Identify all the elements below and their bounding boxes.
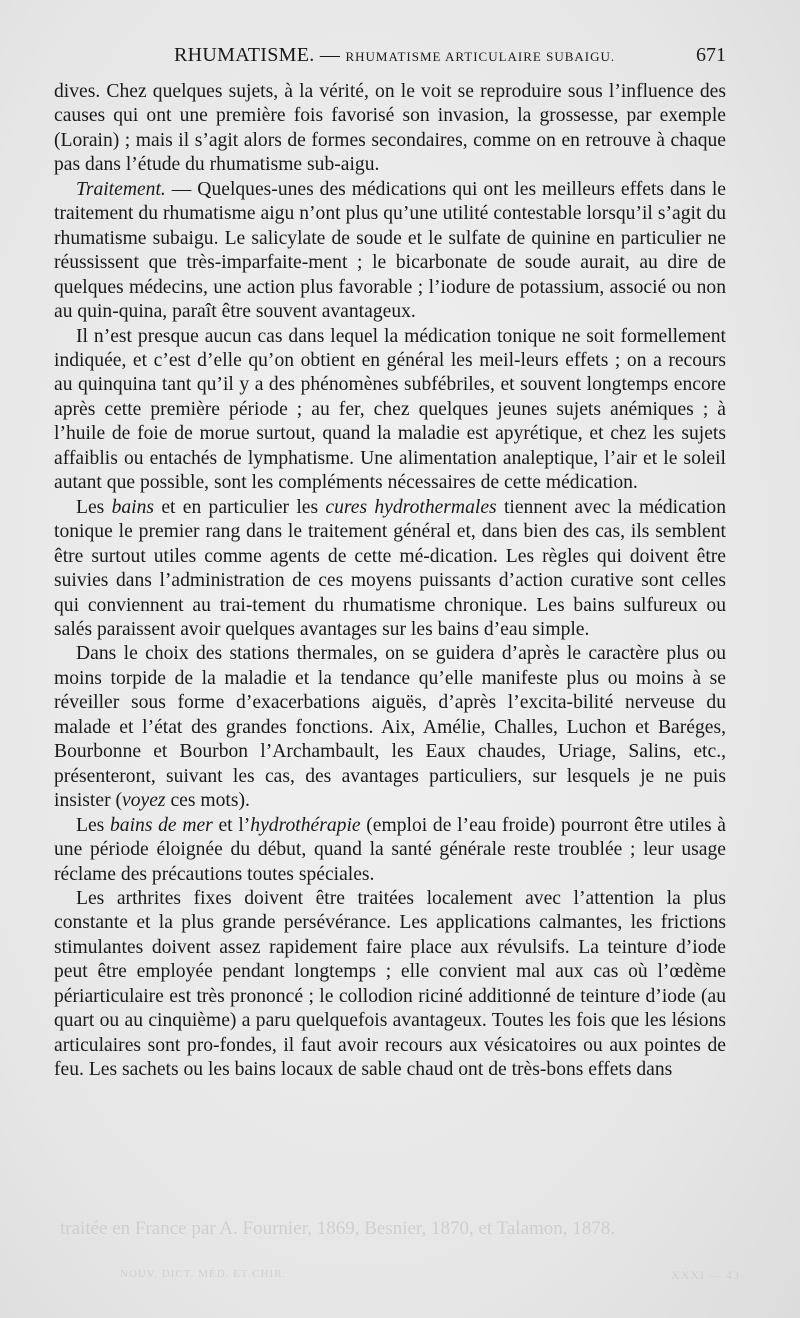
text-run: dives. Chez quelques sujets, à la vérité, on le voit se reproduire sous l’influence des causes qui ont une première fois favorisé son invasion, la grossesse, par exemple (Lorain) ; mais il s’agit alors de formes secondaires, comme on en retrouve à chaque pas dans l’étude du rhumatisme sub-aigu. [54, 81, 726, 176]
paragraph [54, 496, 726, 643]
paragraph [54, 80, 726, 178]
bleed-through-footer-left: NOUV. DICT. MÉD. ET CHIR. [120, 1268, 287, 1280]
paragraph [54, 642, 726, 813]
text-run: Les [76, 814, 110, 836]
page-number: 671 [696, 44, 726, 66]
bleed-through-footer [120, 1268, 740, 1280]
text-run: et en particulier les [154, 496, 326, 518]
running-header [54, 44, 726, 70]
text-run: Les arthrites fixes doivent être traitées localement avec l’attention la plus constante et la plus grande persévérance. Les applications calmantes, les frictions stimulantes doivent assez rapidement faire place aux révulsifs. La teinture d’iode peut être employée pendant longtemps ; elle convient mal aux cas où l’œdème périarticulaire est très prononcé ; le collodion riciné additionné de teinture d’iode (au quart ou au cinquième) a paru quelquefois avantageux. Toutes les fois que les lésions articulaires sont pro-fondes, il faut avoir recours aux vésicatoires ou aux pointes de feu. Les sachets ou les bains locaux de sable chaud ont de très-bons effets dans [54, 887, 726, 1081]
running-subtitle: RHUMATISME ARTICULAIRE SUBAIGU. [345, 49, 616, 64]
text-run: Dans le choix des stations thermales, on se guidera d’après le caractère plus ou moins torpide de la maladie et la tendance qu’elle manifeste plus ou moins à se réveiller sous forme d’exacerbations aiguës, d’après l’excita-bilité nerveuse du malade et l’état des grandes fonctions. Aix, Amélie, Challes, Luchon et Baréges, Bourbonne et Bourbon l’Archambault, les Eaux chaudes, Uriage, Salins, etc., présenteront, suivant les cas, des avantages particuliers, sur lesquels je ne puis insister ( [54, 643, 726, 812]
text-run: et l’ [212, 814, 251, 836]
paragraph [54, 887, 726, 1083]
running-title: RHUMATISME. — RHUMATISME ARTICULAIRE SUBAIGU. [174, 44, 616, 66]
italic-term: hydrothérapie [250, 814, 361, 836]
italic-term: Traitement. [76, 178, 166, 200]
italic-term: voyez [122, 790, 166, 812]
text-run: tiennent avec la médication tonique le premier rang dans le traitement général et, dans bien des cas, ils semblent être surtout utiles comme agents de cette mé-dication. Les règles qui doivent être suivies dans l’administration de ces moyens puissants d’action curative sont celles qui conviennent au trai-tement du rhumatisme chronique. Les bains sulfureux ou salés paraissent avoir quelques avantages sur les bains d’eau simple. [54, 496, 726, 640]
text-run: (emploi de l’eau froide) pourront être utiles à une période éloignée du début, quand la santé générale reste troublée ; leur usage réclame des précautions toutes spéciales. [54, 814, 726, 885]
text-run: ces mots). [165, 790, 250, 812]
paragraph [54, 178, 726, 325]
text-run: Il n’est presque aucun cas dans lequel la médication tonique ne soit formellement indiquée, et c’est d’elle qu’on obtient en général les meil-leurs effets ; on a recours au quinquina tant qu’il y a des phénomènes subfébriles, et souvent longtemps encore après cette première période ; au fer, chez quelques jeunes sujets anémiques ; à l’huile de foie de morue surtout, quand la maladie est apyrétique, et chez les sujets affaiblis ou entachés de lymphatisme. Une alimentation analeptique, l’air et le soleil autant que possible, sont les compléments nécessaires de cette médication. [54, 325, 726, 494]
italic-term: bains de mer [109, 814, 213, 836]
body-text [54, 80, 726, 1083]
bleed-through-footer-right: XXXI — 43 [671, 1268, 740, 1282]
italic-term: cures hydrothermales [325, 496, 497, 518]
paragraph [54, 814, 726, 887]
text-run: Les [76, 496, 112, 518]
text-run: — Quelques-unes des médications qui ont les meilleurs effets dans le traitement du rhumatisme aigu n’ont plus qu’une utilité contestable lorsqu’il s’agit du rhumatisme subaigu. Le salicylate de soude et le sulfate de quinine en particulier ne réussissent que très-imparfaite-ment ; le bicarbonate de soude aurait, au dire de quelques médecins, une action plus favorable ; l’iodure de potassium, associé ou non au quin-quina, paraît être souvent avantageux. [54, 178, 726, 323]
paragraph [54, 325, 726, 496]
italic-term: bains [111, 496, 155, 518]
bleed-through-text: traitée en France par A. Fournier, 1869, Besnier, 1870, et Talamon, 1878. [60, 1218, 616, 1239]
